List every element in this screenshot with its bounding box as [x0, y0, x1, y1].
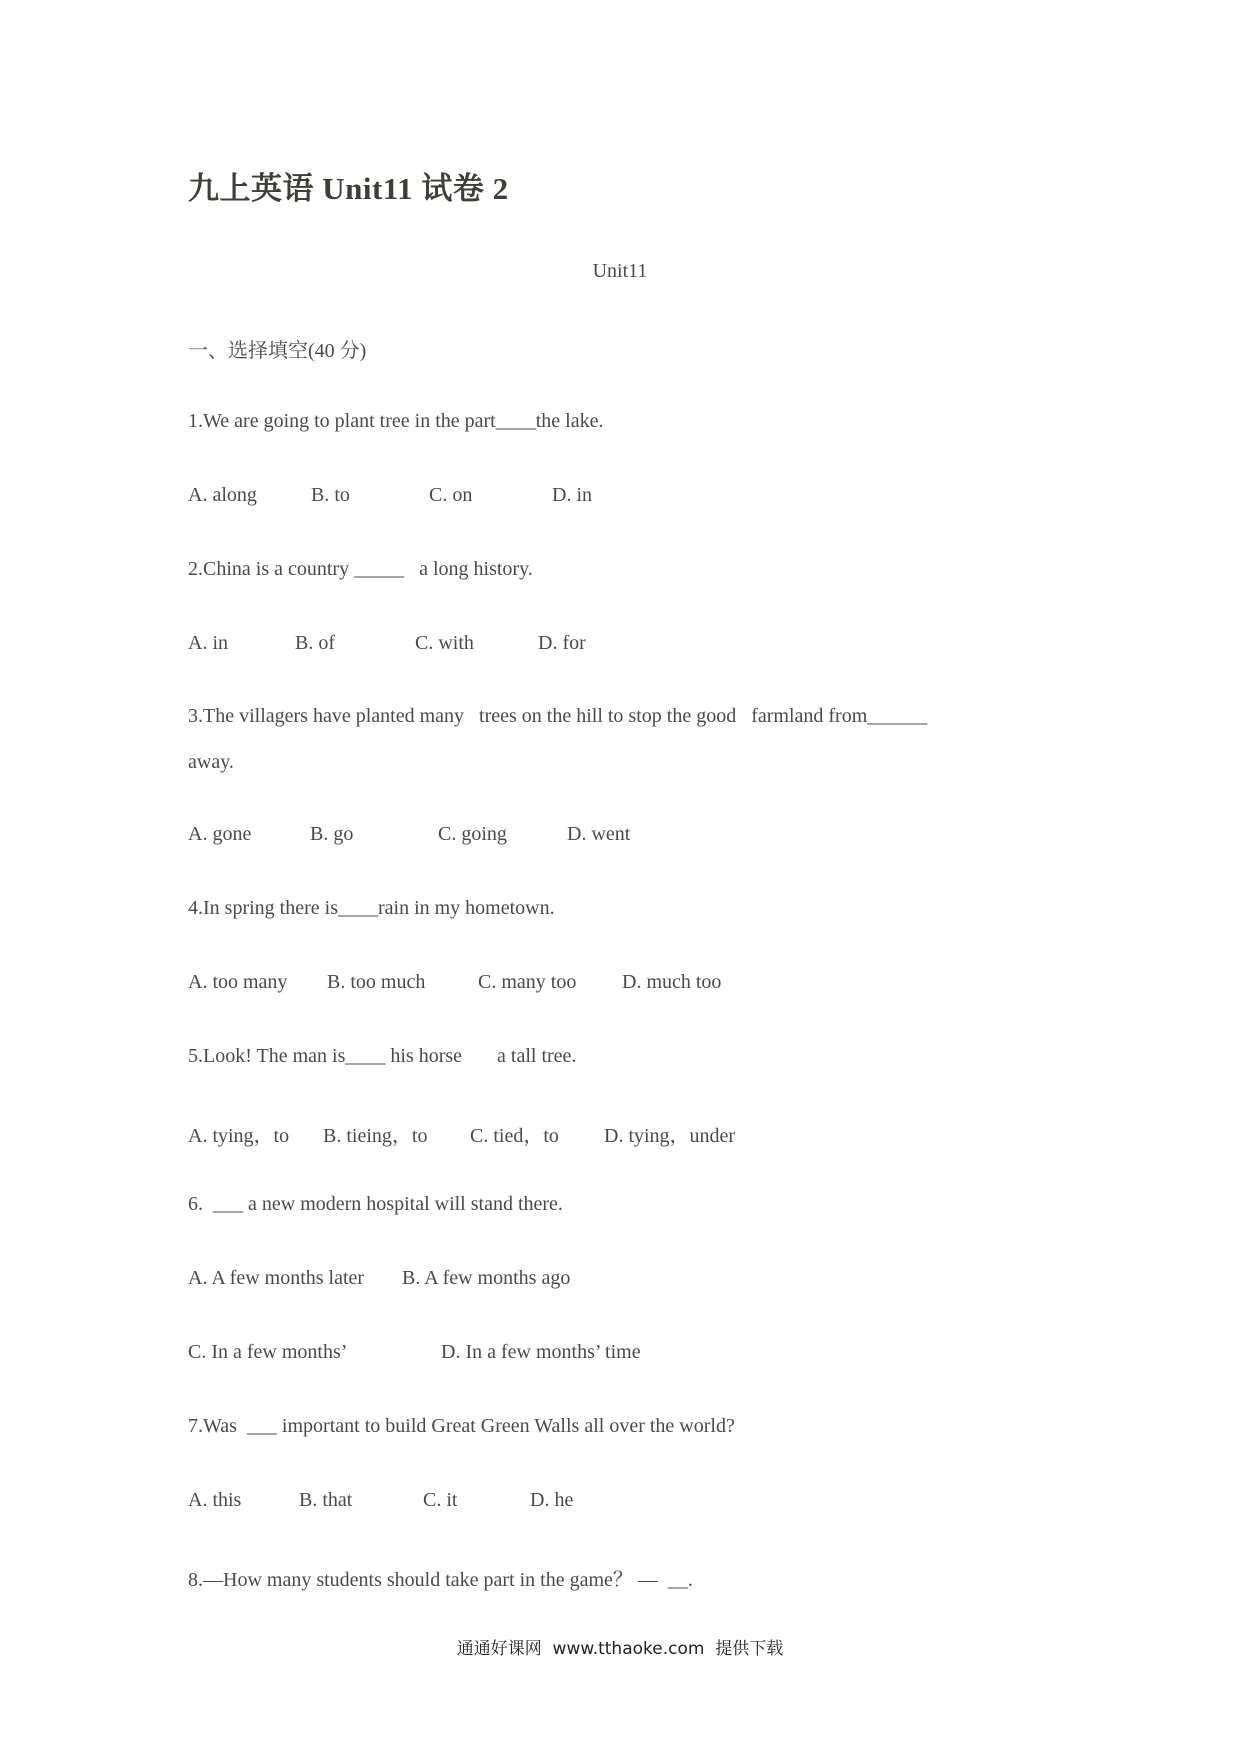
question-3-option-c: C. going — [438, 823, 507, 845]
page-title: 九上英语 Unit11 试卷 2 — [188, 171, 509, 206]
question-1-option-c: C. on — [429, 484, 473, 506]
question-3-text: 3.The villagers have planted many trees on the hill to stop the good farmland from______ — [188, 705, 928, 727]
question-5-option-c: C. tied，to — [470, 1125, 559, 1147]
question-7-text: 7.Was ___ important to build Great Green Walls all over the world? — [188, 1415, 735, 1437]
question-7-option-d: D. he — [530, 1489, 574, 1511]
question-5-text: 5.Look! The man is____ his horse a tall tree. — [188, 1045, 577, 1067]
question-2-text: 2.China is a country _____ a long history. — [188, 558, 533, 580]
question-3-text-continued: away. — [188, 751, 234, 773]
question-8-text: 8.—How many students should take part in the game？ — __. — [188, 1569, 693, 1591]
question-1-text: 1.We are going to plant tree in the part____the lake. — [188, 410, 604, 432]
question-5-option-a: A. tying，to — [188, 1125, 290, 1147]
question-6-option-b: B. A few months ago — [402, 1267, 571, 1289]
question-4-option-d: D. much too — [622, 971, 722, 993]
question-4-text: 4.In spring there is____rain in my hometown. — [188, 897, 555, 919]
footer-download-note: 通通好课网 www.tthaoke.com 提供下载 — [456, 1639, 784, 1659]
question-7-option-b: B. that — [299, 1489, 353, 1511]
question-2-option-c: C. with — [415, 632, 474, 654]
question-5-option-b: B. tieing，to — [323, 1125, 428, 1147]
question-3-option-a: A. gone — [188, 823, 252, 845]
question-1-option-a: A. along — [188, 484, 257, 506]
question-7-option-a: A. this — [188, 1489, 242, 1511]
question-2-option-d: D. for — [538, 632, 586, 654]
question-6-option-a: A. A few months later — [188, 1267, 365, 1289]
question-6-option-d: D. In a few months’ time — [441, 1341, 641, 1363]
unit-subtitle: Unit11 — [592, 260, 648, 282]
question-7-option-c: C. it — [423, 1489, 458, 1511]
question-4-option-c: C. many too — [478, 971, 577, 993]
question-2-option-a: A. in — [188, 632, 228, 654]
question-1-option-d: D. in — [552, 484, 592, 506]
question-4-option-b: B. too much — [327, 971, 426, 993]
section-heading: 一、选择填空(40 分) — [188, 340, 367, 362]
question-1-option-b: B. to — [311, 484, 350, 506]
question-3-option-b: B. go — [310, 823, 354, 845]
question-6-option-c: C. In a few months’ — [188, 1341, 348, 1363]
question-5-option-d: D. tying，under — [604, 1125, 736, 1147]
question-4-option-a: A. too many — [188, 971, 288, 993]
question-2-option-b: B. of — [295, 632, 335, 654]
question-6-text: 6. ___ a new modern hospital will stand there. — [188, 1193, 563, 1215]
question-3-option-d: D. went — [567, 823, 631, 845]
